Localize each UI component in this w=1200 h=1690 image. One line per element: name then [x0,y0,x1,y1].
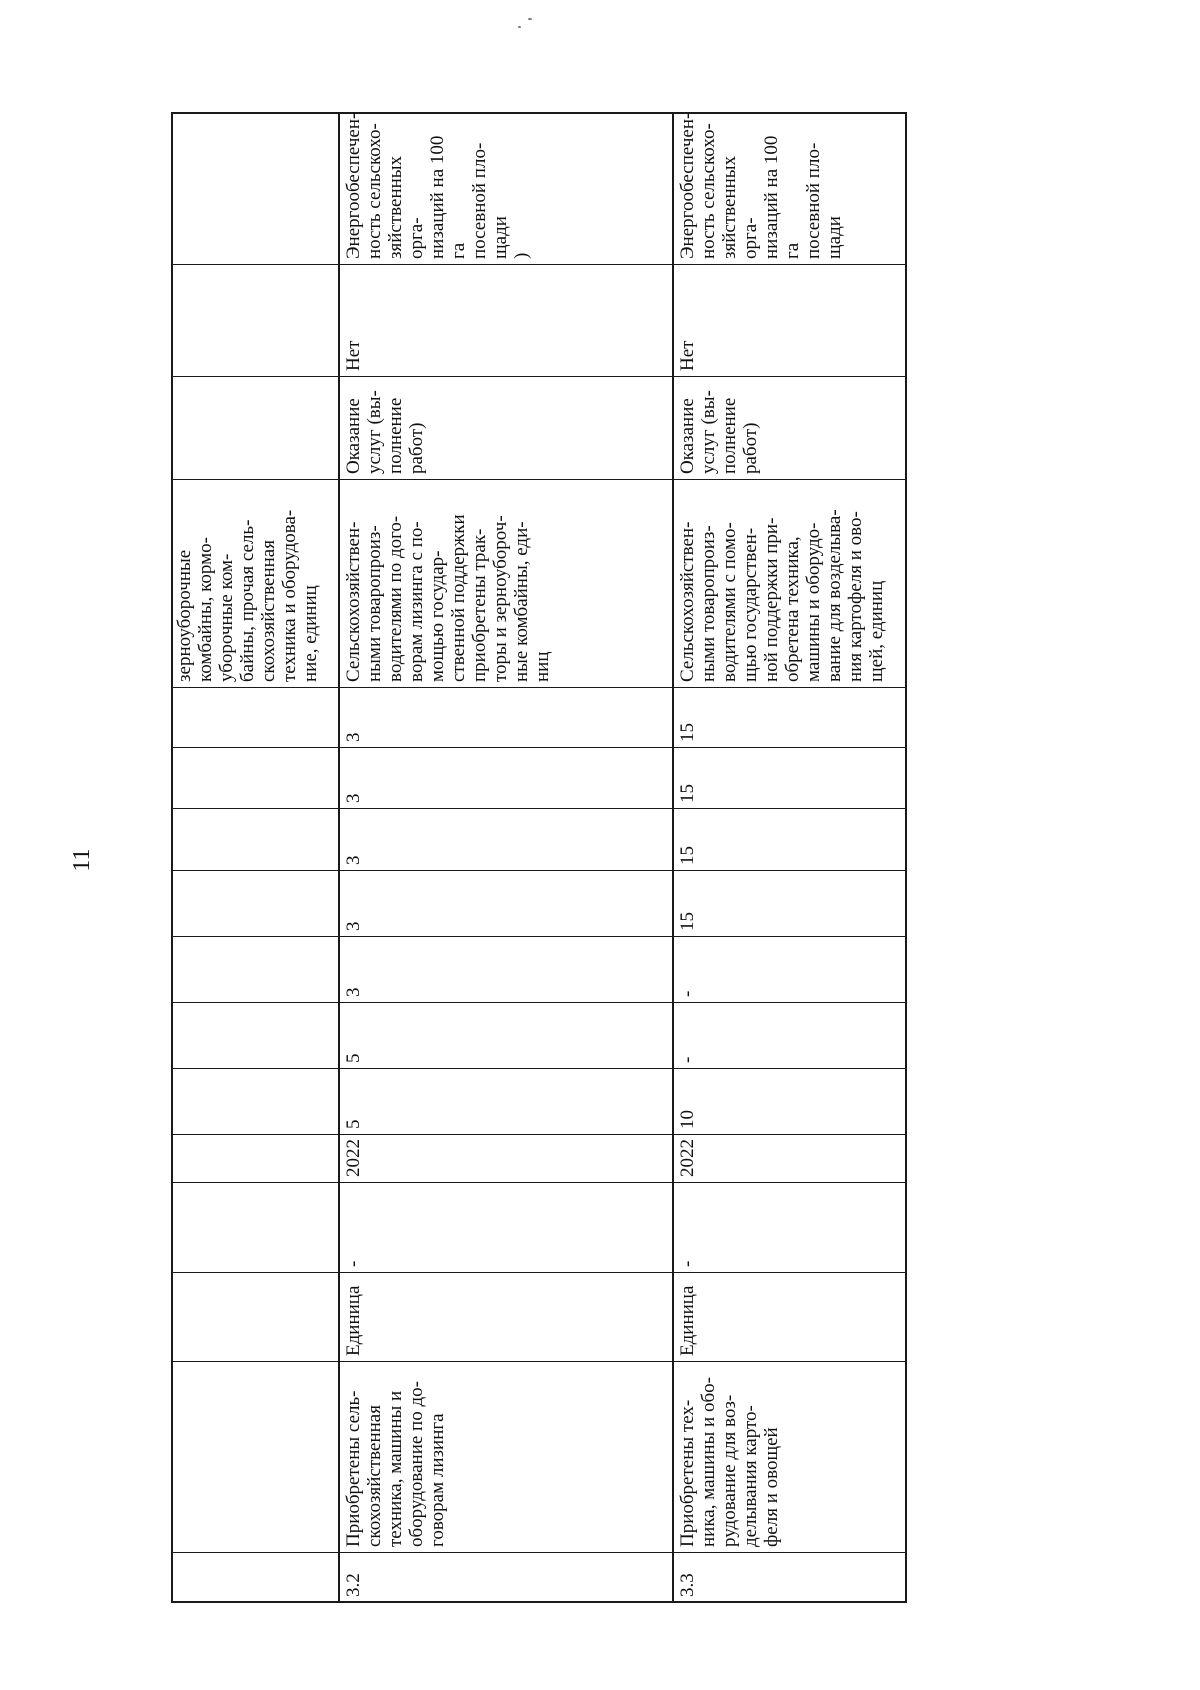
type-cell: Оказание услуг (вы- полнение работ) [677,390,761,474]
data-table [171,112,907,1603]
value-cell: 15 [677,784,698,803]
indicator-cell: Сельскохозяйствен- ными товаропроиз- водителями по дого- ворам лизинга с по- мощью государ- ственной поддержки приобретены трак- торы и зерноубороч- ные комбайны, еди- ниц [343,514,553,682]
value-cell: - [677,1056,698,1063]
gov-cell: Нет [677,340,698,371]
result-cell: Приобретены тех- ника, машины и обо- рудование для воз- делывания карто- феля и овощей [677,1377,782,1547]
value-cell: 15 [677,846,698,865]
link-cell: Энергообеспечен- ность сельскохо- зяйственных орга- низаций на 100 га посевной пло- щади [677,112,845,259]
row-number: 3.3 [677,1573,698,1597]
value-cell: 15 [677,912,698,931]
value-cell: - [677,990,698,997]
link-cell: Энергообеспечен- ность сельскохо- зяйственных орга- низаций на 100 га посевной пло- щади ) [343,112,532,259]
value-cell: 10 [677,1110,698,1129]
table-row [171,112,340,1603]
indicator-cell: зерноуборочные комбайны, кормо- уборочные ком- байны, прочая сель- скохозяйственная техника и оборудова- ние, единиц [174,509,321,682]
gov-cell: Нет [343,340,364,371]
value-cell: 5 [343,1119,364,1129]
page-number: 11 [69,848,95,872]
result-cell: Приобретены сель- скохозяйственная техника, машины и оборудование по до- говорам лизинга [343,1381,448,1547]
value-cell: 3 [343,855,364,865]
value-cell: 15 [677,723,698,742]
value-cell: 3 [343,793,364,803]
type-cell: Оказание услуг (вы- полнение работ) [343,390,427,474]
value-cell: 3 [343,921,364,931]
row-number: 3.2 [343,1573,364,1597]
unit-cell: Единица [677,1285,698,1356]
value-cell: 3 [343,987,364,997]
unit-cell: Единица [343,1285,364,1356]
base-value-cell: - [343,1260,364,1267]
base-year-cell: 2022 [343,1139,364,1177]
indicator-cell: Сельскохозяйствен- ными товаропроиз- водителями с помо- щью государствен- ной поддержки при- обретена техника, машины и оборудо- вание для возделыва- ния картофеля и ово- щей, единиц [677,509,887,682]
base-year-cell: 2022 [677,1139,698,1177]
base-value-cell: - [677,1260,698,1267]
value-cell: 5 [343,1053,364,1063]
value-cell: 3 [343,732,364,742]
